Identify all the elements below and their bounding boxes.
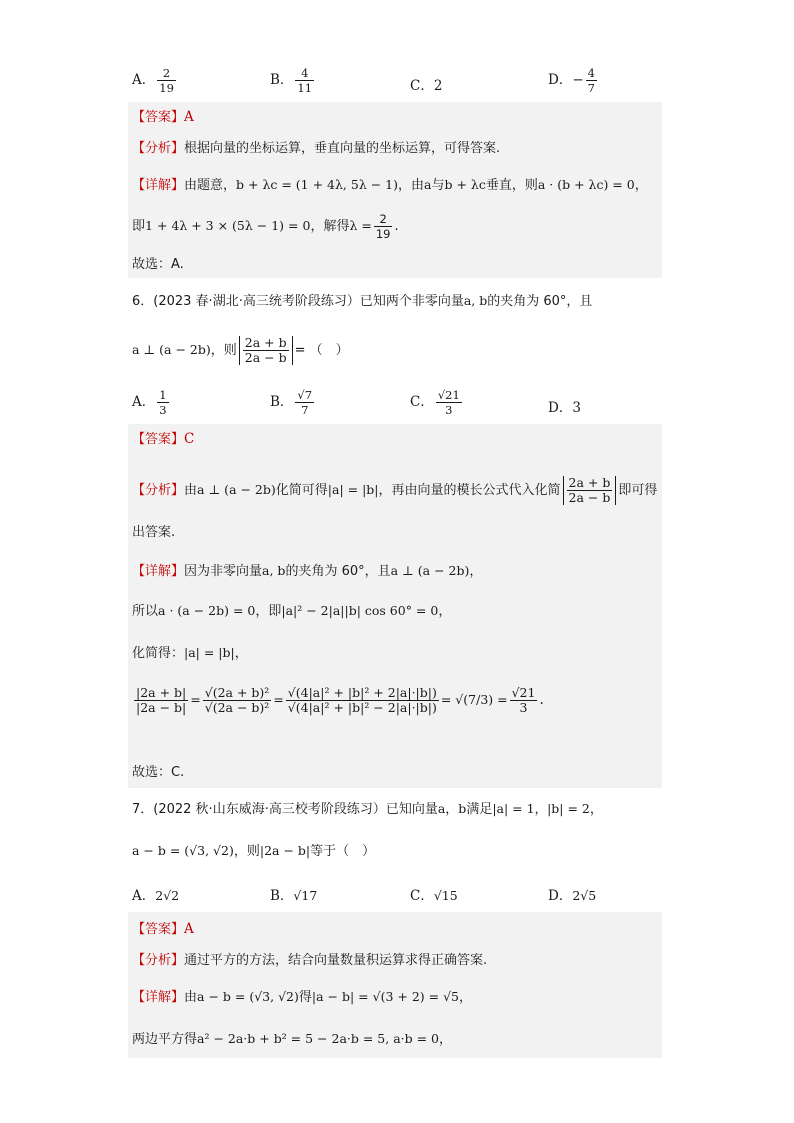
q7-option-c: C．√15	[410, 888, 458, 904]
q6-option-d: D．3	[548, 400, 581, 416]
q6-stem-line-1: 6．(2023 春·湖北·高三统考阶段练习）已知两个非零向量a, b的夹角为 60°，且	[132, 293, 593, 309]
q7-option-d: D．2√5	[548, 888, 597, 904]
q6-detail-line-1: 【详解】因为非零向量a, b的夹角为 60°，且a ⊥ (a − 2b)，	[132, 563, 483, 579]
q6-stem-line-2: a ⊥ (a − 2b)，则 $\frac{2a + b}{2a - b}$ = （ ）	[132, 335, 349, 365]
q6-analysis-line-2: 出答案.	[132, 525, 176, 540]
q6-analysis-line-1: 【分析】由a ⊥ (a − 2b)化简可得|a| = |b|，再由向量的模长公式代入化简 $\frac{2a + b}{2a - b}$ 即可得	[132, 475, 658, 505]
q7-analysis-line: 【分析】通过平方的方法，结合向量数量积运算求得正确答案.	[132, 953, 488, 968]
q6-conclusion: 故选：C.	[132, 765, 185, 780]
q5-option-a: A． $\frac{2}{19}$	[132, 66, 174, 95]
q5-option-b: B． $\frac{4}{11}$	[270, 66, 313, 95]
q5-option-c: C．2	[410, 78, 443, 94]
q7-detail-line-1: 【详解】由a − b = (√3, √2)得|a − b| = √(3 + 2) = √5，	[132, 989, 473, 1005]
q6-option-c: C． $\frac{√21}{3}$	[410, 388, 460, 417]
q6-option-a: A． $\frac{1}{3}$	[132, 388, 167, 417]
q7-stem-line-2: a − b = (√3, √2)，则|2a − b|等于（ ）	[132, 843, 376, 859]
q5-detail-line-1: 【详解】由题意，b + λc = (1 + 4λ, 5λ − 1)，由a与b + λc垂直，则a · (b + λc) = 0，	[132, 177, 648, 193]
q5-detail-line-2: 即1 + 4λ + 3 × (5λ − 1) = 0，解得λ = $\frac{2}{19}$ .	[132, 212, 399, 241]
q7-option-a: A．2√2	[132, 888, 180, 904]
q5-conclusion: 故选：A.	[132, 257, 184, 272]
q7-answer-line: 【答案】A	[132, 921, 194, 937]
q5-analysis-line: 【分析】根据向量的坐标运算，垂直向量的坐标运算，可得答案.	[132, 141, 501, 156]
q5-option-d: D．− $\frac{4}{7}$	[548, 66, 595, 95]
q6-answer-line: 【答案】C	[132, 431, 195, 447]
q7-detail-line-2: 两边平方得a² − 2a·b + b² = 5 − 2a·b = 5, a·b = 0，	[132, 1031, 453, 1047]
q6-detail-line-4: $\frac{|2a + b|}{|2a - b|}$ = $\frac{\text{√(2a + b)²}}{\text{√(2a − b)²}}$ = $\frac{\text{√(4|a|² + |b|² + 2|a|·|b|)}}{\text{√(4|a|² + |b|² − 2|a|·|b|)}}$ = √(7/3) = $\frac{√21}{3}$ .	[136, 685, 544, 715]
q6-option-b: B． $\frac{√7}{7}$	[270, 388, 313, 417]
q7-option-b: B．√17	[270, 888, 318, 904]
q6-detail-line-2: 所以a · (a − 2b) = 0，即|a|² − 2|a||b| cos 60° = 0，	[132, 603, 452, 619]
q7-stem-line-1: 7．(2022 秋·山东威海·高三校考阶段练习）已知向量a，b满足|a| = 1，|b| = 2，	[132, 801, 603, 817]
q6-detail-line-3: 化简得：|a| = |b|，	[132, 645, 248, 661]
q5-answer-line: 【答案】A	[132, 109, 194, 125]
